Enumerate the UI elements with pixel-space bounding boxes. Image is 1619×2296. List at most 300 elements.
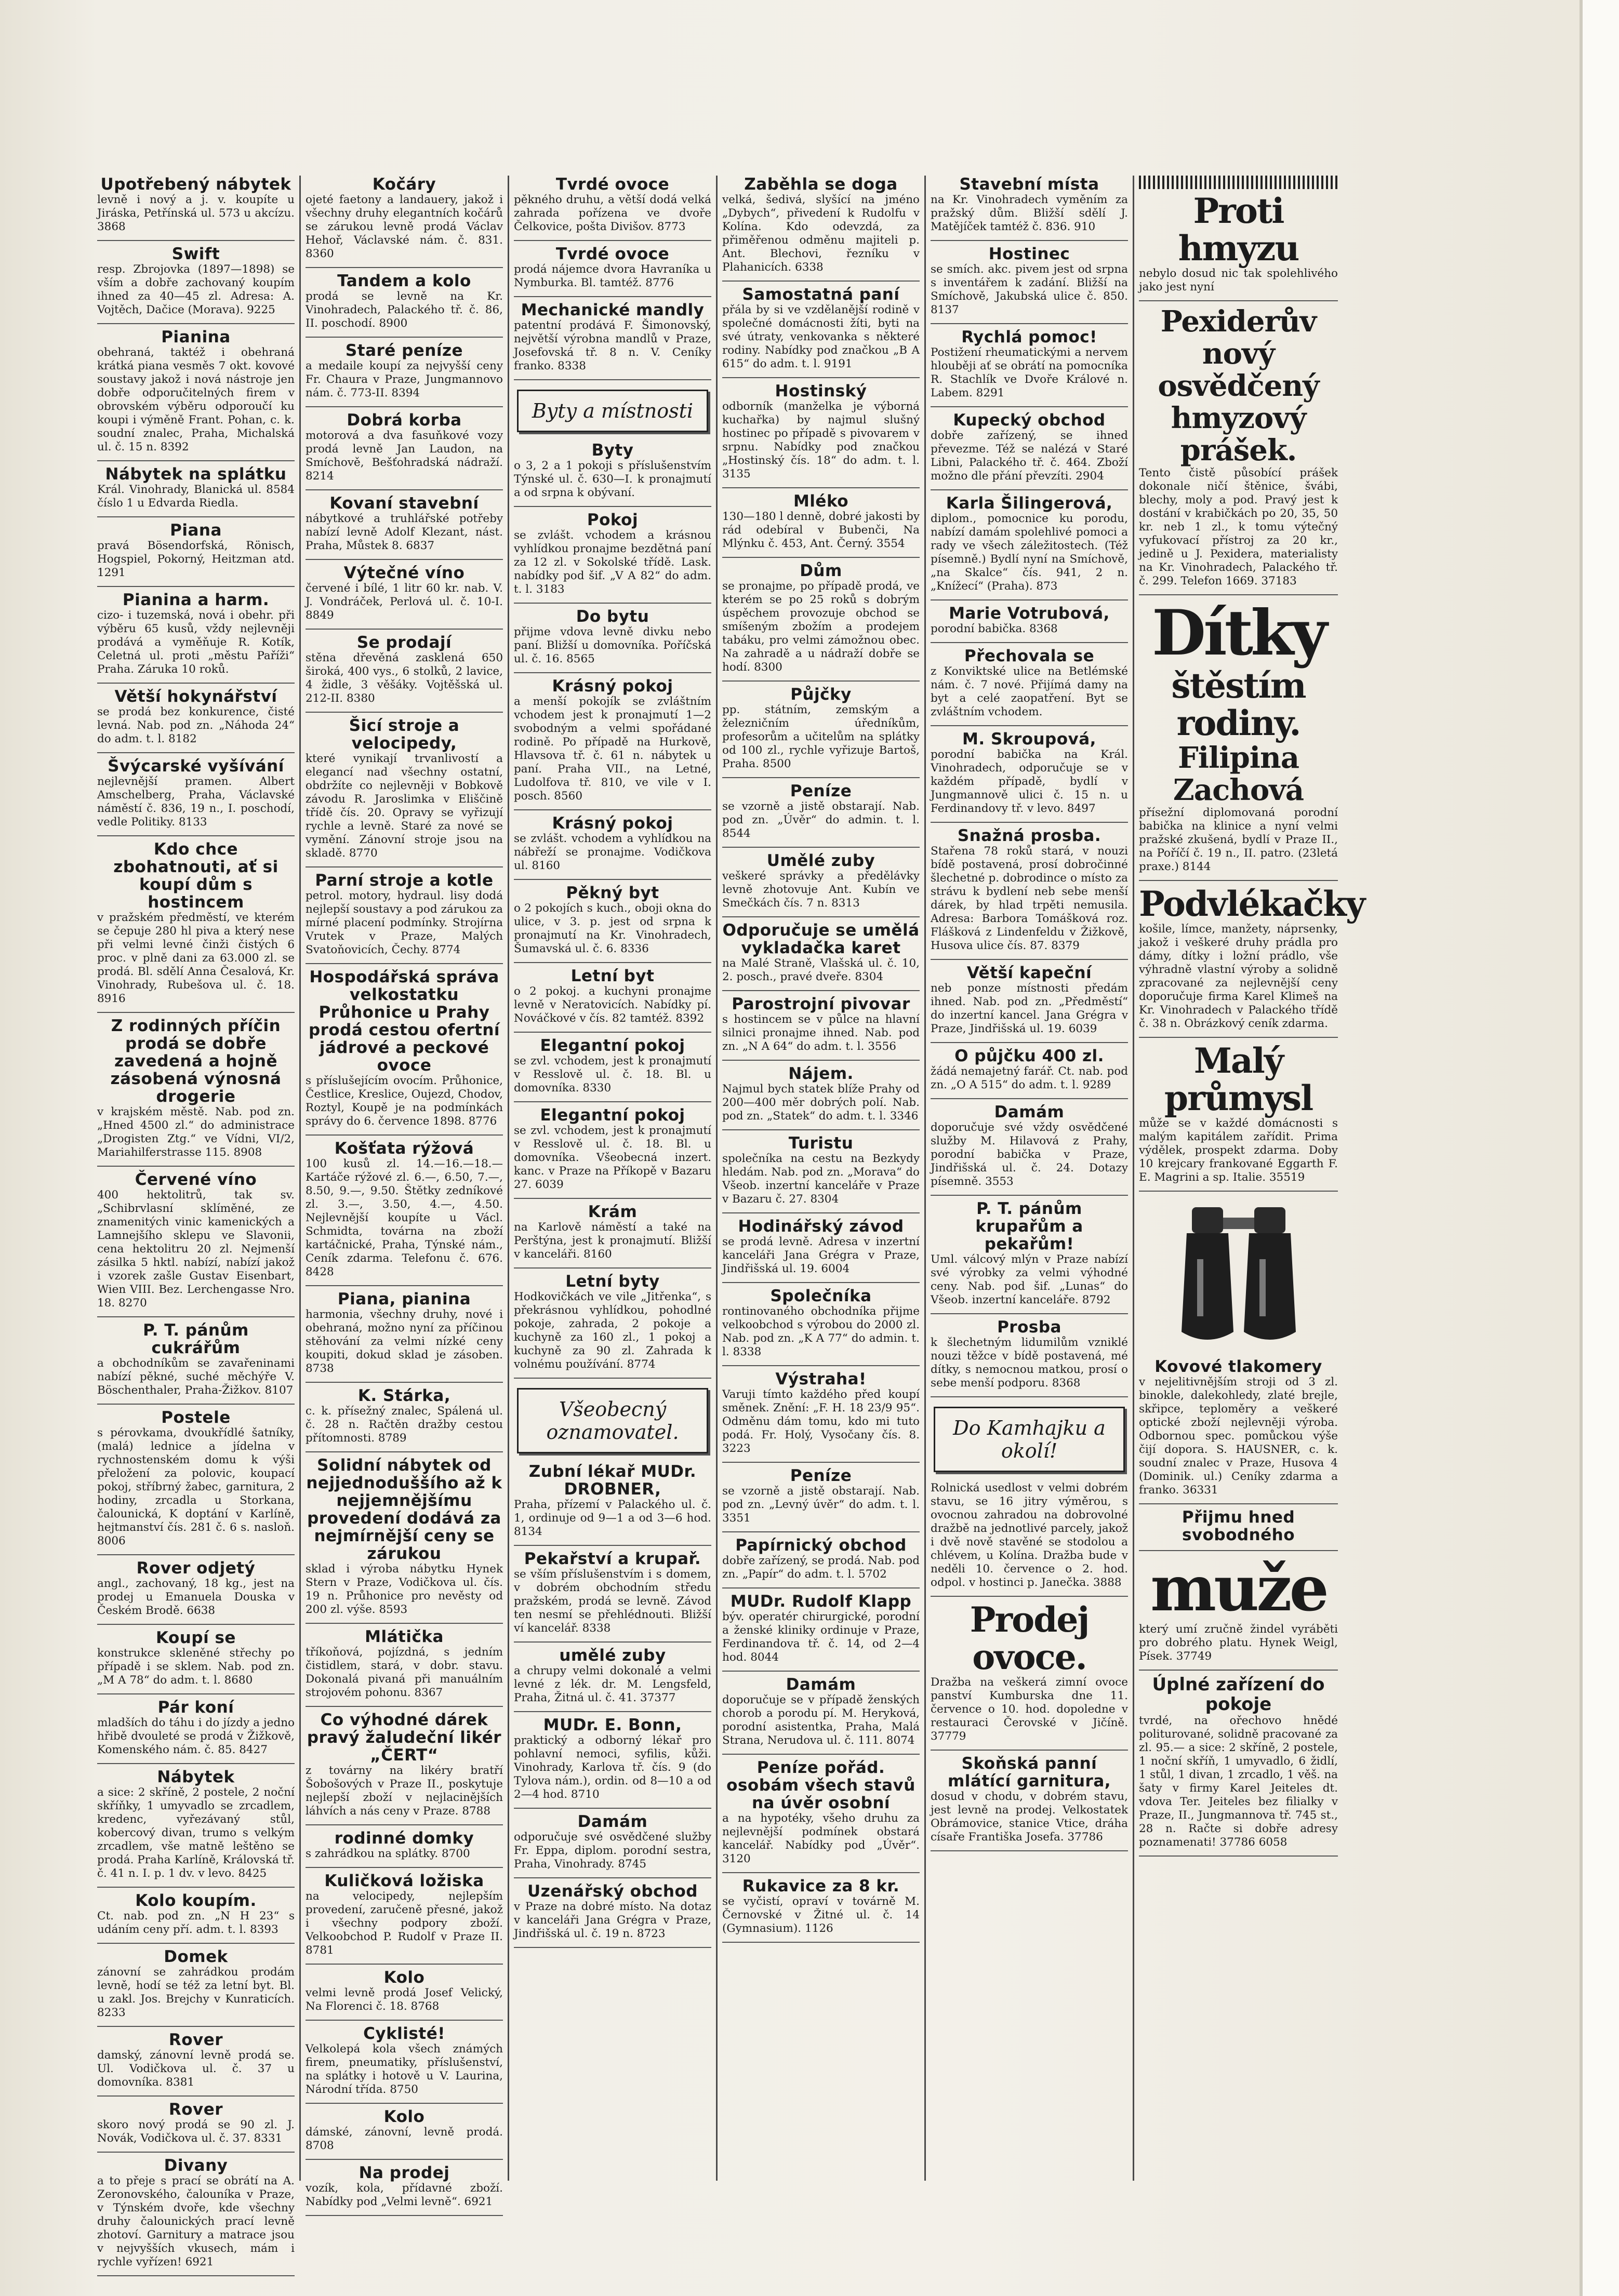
ad-divider [514, 1808, 711, 1809]
ad-body: odborník (manželka je výborná kuchařka) by najmul slušný hostinec po případě s pivovarem v srpnu. Nabídky pod značkou „Hostinský čís. 18“ do adm. t. l. 3135 [722, 400, 920, 480]
ad-divider [306, 866, 503, 867]
ad-title: Kovové tlakomery [1154, 1357, 1322, 1376]
ad-divider [514, 1947, 711, 1948]
ad-body: Praha, přízemí v Palackého ul. č. 1, ordinuje od 9—1 a od 3—6 hod. 8134 [514, 1498, 711, 1538]
ad-body: skoro nový prodá se 90 zl. J. Novák, Vodičkova ul. č. 37. 8331 [97, 2118, 295, 2145]
ad-title: Na prodej [359, 2164, 450, 2182]
classified-ad [306, 1140, 503, 1279]
ad-divider [722, 680, 920, 682]
classified-ad [1139, 923, 1338, 1031]
ad-title: Uzenářský obchod [527, 1882, 698, 1901]
ad-body: praktický a odborný lékař pro pohlavní nemoci, syfilis, kůži. Vinohrady, Karlova tř. čís. 9 (do Tylova nám.), ordin. od 8—10 a od 2—4 hod. 8710 [514, 1734, 711, 1801]
classified-ad [722, 686, 920, 771]
classified-ad [514, 1813, 711, 1871]
ad-title: Marie Votrubová, [949, 604, 1110, 623]
display-heading: štěstím rodiny. [1171, 665, 1306, 743]
display-heading: Podvlékačky [1139, 884, 1365, 924]
ad-title: Kupecký obchod [953, 411, 1106, 430]
ad-body: se zvlášt. vchodem a krásnou vyhlídkou pronajme bezdětná paní za 12 zl. v Sokolské třídě. Lask. nabídky pod šif. „V A 82“ do adm. t. l. 3183 [514, 529, 711, 596]
classified-ad [97, 1321, 295, 1397]
ad-divider [306, 2159, 503, 2160]
ad-title: Kočáry [372, 175, 436, 194]
ad-title: Hospodářská správa velkostatku Průhonice u Prahy prodá cestou ofertní jádrové a peckové ovoce [308, 968, 500, 1075]
ad-divider [514, 1711, 711, 1712]
ad-divider [97, 1316, 295, 1317]
ad-body: Rolnická usedlost v velmi dobrém stavu, se 16 jitry výměrou, s ovocnou zahradou na dobrovolné dražbě na jednotlivé parcely, jakož i dvě nově stavěné se stodolou a chlévem, u Kolína. Dražba bude v neděli 10. července o 2. hod. odpol. v hostinci p. Janečka. 3888 [931, 1481, 1128, 1589]
ad-title: Kolo [383, 2107, 425, 2126]
classified-ad [931, 827, 1128, 953]
ad-body: se vzorně a jistě obstarají. Nab. pod zn. „Úvěr“ do admin. t. l. 8544 [722, 800, 920, 840]
ad-title: Odporučuje se umělá vykladačka karet [722, 921, 920, 957]
ad-title: P. T. pánům krupařům a pekařům! [975, 1199, 1083, 1253]
ad-title: Letní byty [565, 1272, 660, 1291]
ad-body: se pronajme, po případě prodá, ve kterém se po 25 roků s dobrým úspěchem provozuje obchod se smíšeným zbožím a prodejem tabáku, pro velmi zámožnou obec. Na zahradě a u nádraží dobře se hodí. 8300 [722, 580, 920, 674]
ad-divider [97, 460, 295, 461]
ad-body: na Malé Straně, Vlašská ul. č. 10, 2. posch., pravé dveře. 8304 [722, 957, 920, 983]
ad-divider [514, 296, 711, 297]
ad-title: rodinné domky [334, 1829, 474, 1848]
ad-body: levně i nový a j. v. koupíte u Jiráska, Petřínská ul. 573 u akcízu. 3868 [97, 193, 295, 233]
ad-body: Hodkovičkách ve vile „Jitřenka“, s překrásnou vyhlídkou, pohodlné pokoje, zahrada, 2 pokoje a kuchyně za 160 zl., 1 pokoj a kuchyně za 90 zl. Zahrada k volnému používání. 8774 [514, 1290, 711, 1371]
ad-body: prodá se levně na Kr. Vinohradech, Palackého tř. č. 86, II. poschodí. 8900 [306, 290, 503, 330]
ad-body: o 2 pokoj. a kuchyni pronajme levně v Neratovicích. Nabídky pí. Nováčkové v čís. 82 tamtéž. 8392 [514, 985, 711, 1025]
classified-ad [514, 1716, 711, 1801]
classified-ad [514, 245, 711, 290]
ad-divider [306, 1824, 503, 1825]
ad-divider [514, 1378, 711, 1379]
ad-body: na Karlově náměstí a také na Perštýna, jest k pronajmutí. Bližší v kanceláři. 8160 [514, 1221, 711, 1261]
classified-ad [1139, 267, 1338, 294]
ad-body: porodní babička na Král. Vinohradech, odporučuje se v každém případě, bydlí v Jungmannově ulici č. 15 n. u Ferdinandovy tř. v levo. 8497 [931, 748, 1128, 815]
classified-ad [306, 1457, 503, 1617]
ad-title: Rover odjetý [136, 1559, 256, 1578]
ad-divider [1139, 1670, 1338, 1671]
ad-title: Do bytu [576, 607, 649, 626]
classified-ad [722, 1287, 920, 1359]
column-2 [301, 175, 509, 2208]
ad-title: Skoňská panní mlátící garnitura, [947, 1754, 1111, 1791]
classified-ad [97, 245, 295, 317]
ad-title: Výstraha! [775, 1370, 867, 1389]
classified-ad [97, 1409, 295, 1548]
ad-body: přijme vdova levně divku nebo paní. Bližší u domovníka. Poříčská ul. č. 16. 8565 [514, 625, 711, 665]
classified-ad [306, 564, 503, 622]
classified-ad [514, 815, 711, 873]
ad-title: Dům [800, 562, 842, 580]
classified-ad [931, 1755, 1128, 1844]
classified-ad [306, 1290, 503, 1376]
ad-title: P. T. pánům cukrářům [143, 1321, 249, 1357]
ad-divider [306, 489, 503, 490]
ad-body: v nejelitivnějším stroji od 3 zl. binokle, dalekohledy, zlaté brejle, skřipce, teploměry a veškeré optické zboží nejlevněji výroba. Odbornou spec. pomůckou výše čijí dopora. S. HAUSNER, c. k. soudní znalec v Praze, Husova 4 (Dominik. ul.) Ceníky zdarma a franko. 36331 [1139, 1376, 1338, 1497]
ad-title: Se prodají [356, 633, 452, 652]
ad-divider [514, 506, 711, 507]
classified-ad [931, 328, 1128, 400]
ad-divider [514, 879, 711, 880]
ad-body: košile, límce, manžety, náprsenky, jakož i veškeré druhy prádla pro dámy, dítky i ložní prádlo, vše výhradně vlastní výroby a solidně zpracované za nejlevnější ceny doporučuje firma Karel Klimeš na Kr. Vinohradech v Palackého třídě č. 38 n. Obrázkový ceník zdarma. [1139, 923, 1338, 1030]
classified-ad [97, 757, 295, 829]
ad-divider [722, 1462, 920, 1463]
ad-title: Byty [591, 441, 634, 460]
ad-divider [97, 2275, 295, 2276]
ad-divider [931, 1042, 1128, 1043]
classified-ad [306, 2164, 503, 2209]
binoculars-icon [1171, 1197, 1306, 1353]
ad-title: Piana [170, 521, 222, 540]
ad-divider [306, 712, 503, 713]
classified-ad [931, 647, 1128, 719]
ad-body: Velkolepá kola všech známých firem, pneumatiky, příslušenství, na splátky i hotově u V. Laurina, Národní třída. 8750 [306, 2043, 503, 2096]
ad-body: konstrukce skleněné střechy po případě i se sklem. Nab. pod zn. „M A 78“ do adm. t. l. 8680 [97, 1647, 295, 1687]
ad-divider [514, 672, 711, 673]
section-heading: Do Kamhajku a okolí! [934, 1407, 1125, 1472]
ad-body: Postižení rheumatickými a nervem hlouběji ať se obrátí na pomocníka R. Stachlík ve Dvoře Králové n. Labem. 8291 [931, 346, 1128, 399]
ad-body: Dražba na veškerá zimní ovoce panství Kumburska dne 11. července o 10. hod. dopoledne v restauraci Čerovské v Jičíně. 37779 [931, 1676, 1128, 1743]
ad-body: z Konviktské ulice na Betlémské nám. č. 7 nové. Přijímá damy na byt a celé zaopatření. Byt se zvláštním vchodem. [931, 665, 1128, 718]
ad-body: se vzorně a jistě obstarají. Nab. pod zn. „Levný úvěr“ do adm. t. l. 3351 [722, 1485, 920, 1525]
display-heading: Dítky [1152, 596, 1325, 670]
classified-ad [722, 1467, 920, 1525]
classified-ad [97, 2101, 295, 2145]
ad-title: Parní stroje a kotle [315, 871, 494, 890]
ad-divider [97, 2026, 295, 2027]
ad-title: Mlátička [365, 1627, 444, 1646]
column-4 [718, 176, 926, 2181]
ad-body: a sice: 2 skříně, 2 postele, 2 noční skříňky, 1 umyvadlo se zrcadlem, kredenc, vyřezávaný stůl, kobercový divan, trumo s velkým zrcadlem, vše matně leštěno se prodá. Praha Karlíně, Královská tř. č. 41 n. I. p. 1 dv. v levo. 8425 [97, 1786, 295, 1880]
classified-ad [722, 852, 920, 910]
classified-ad [1139, 1714, 1338, 1849]
ad-divider [931, 406, 1128, 407]
ad-body: pp. státním, zemským a železničním úředníkům, profesorům a učitelům na splátky od 100 zl., rychle vyřizuje Bartoš, Praha. 8500 [722, 703, 920, 770]
ad-title: Hodinářský závod [738, 1217, 904, 1236]
ad-title: Divany [164, 2156, 228, 2175]
ad-body: neb ponze místnosti předám ihned. Nab. pod zn. „Předměstí“ do inzertní kancel. Jana Grégra v Praze, Jindřišská ul. 19. 6039 [931, 982, 1128, 1035]
classified-ad [306, 1387, 503, 1445]
ad-body: se zvl. vchodem, jest k pronajmutí v Resslově ul. č. 18. Bl. u domovníka. Všeobecná inzert. kanc. v Praze na Příkopě v Bazaru 27. 6039 [514, 1124, 711, 1191]
classified-ad [514, 608, 711, 666]
ad-body: mladších do táhu i do jízdy a jedno hřibě dvouleté se prodá v Žižkově, Komenského nám. č. 85. 8427 [97, 1716, 295, 1756]
ad-divider [931, 599, 1128, 600]
ad-divider [931, 1596, 1128, 1597]
classified-ad [931, 1047, 1128, 1092]
ad-divider [931, 240, 1128, 241]
ad-title: Damám [786, 1675, 856, 1694]
ad-body: o 2 pokojích s kuch., oboji okna do ulice, v 3. p. jest od srpna k pronajmutí na Kr. Vinohradech, Šumavská ul. č. 6. 8336 [514, 902, 711, 955]
classified-ad [1139, 466, 1338, 588]
ad-title: Elegantní pokoj [540, 1036, 685, 1055]
ad-divider [306, 629, 503, 630]
ad-body: petrol. motory, hydraul. lisy dodá nejlepší soustavy a pod zárukou za mírné placení podmínky. Strojírna Vrutek v Praze, Malých Svatoňovicích, Čechy. 8774 [306, 889, 503, 956]
classified-ad [306, 1969, 503, 2013]
ad-body: damský, zánovní levně prodá se. Ul. Vodičkova ul. č. 37 u domovníka. 8381 [97, 2049, 295, 2089]
classified-ad [97, 840, 295, 1006]
ad-title: Krám [588, 1203, 638, 1221]
ad-divider [931, 1396, 1128, 1397]
ad-title: Snažná prosba. [957, 826, 1102, 845]
classified-ad [97, 1699, 295, 1757]
ad-body: cizo- i tuzemská, nová i obehr. při výběru 65 kusů, vždy nejlevněji prodává a vyměňuje R. Kotík, Celetná ul. proti „městu Paříži“ Praha. Záruka 10 roků. [97, 609, 295, 676]
ad-body: se zvlášt. vchodem a vyhlídkou na nábřeží se pronajme. Vodičkova ul. 8160 [514, 832, 711, 872]
ad-divider [1139, 1550, 1338, 1551]
ad-divider [514, 1032, 711, 1033]
ad-body: tříkoňová, pojízdná, s jedním čistidlem, stará, v dobr. stavu. Dokonalá pivaná při manuálním strojovém pohonu. 8367 [306, 1646, 503, 1699]
ad-body: pěkného druhu, a větší dodá velká zahrada pořízena ve dvoře Čelkovice, pošta Divišov. 8773 [514, 193, 711, 233]
ad-divider [514, 379, 711, 380]
ad-title: Krásný pokoj [552, 814, 673, 833]
ad-body: společníka na cestu na Bezkydy hledám. Nab. pod zn. „Morava“ do Všeob. inzertní kanceláře v Praze v Bazaru č. 27. 8304 [722, 1152, 920, 1206]
ad-divider [97, 1943, 295, 1944]
ad-divider [931, 1850, 1128, 1851]
ad-divider [97, 1887, 295, 1888]
ad-divider [306, 963, 503, 964]
ad-title: Kolo [383, 1968, 425, 1987]
ad-title: Rover [168, 2031, 223, 2049]
ad-title: K. Stárka, [357, 1386, 451, 1405]
classified-ad [97, 176, 295, 234]
ad-title: Nábytek na splátku [105, 465, 287, 484]
classified-ad [97, 2157, 295, 2269]
display-heading: Prodej ovoce. [970, 1599, 1089, 1677]
ad-title: Peníze [790, 782, 852, 800]
ad-body: na Kr. Vinohradech vyměním za pražský dům. Bližší sdělí J. Matějíček tamtéž č. 836. 910 [931, 193, 1128, 233]
ad-divider [306, 2215, 503, 2216]
ad-body: Tento čistě působící prášek dokonale ničí štěnice, švábi, blechy, moly a pod. Pravý jest k dostání v krabičkách po 20, 35, 50 kr. neb 1 zl., k tomu výtečný vyfukovací přístroj za 20 kr., jedině u J. Pexidera, materialisty na Kr. Vinohradech, Palackého tř. č. 299. Telefon 1669. 37183 [1139, 466, 1338, 588]
ad-title: Papírnický obchod [735, 1536, 907, 1555]
display-heading: Pexiderův nový osvědčený hmyzový prášek. [1158, 304, 1319, 468]
classified-ad [514, 301, 711, 373]
ad-title: Damám [994, 1103, 1065, 1122]
ad-divider [97, 2152, 295, 2153]
ad-body: býv. operatér chirurgické, porodní a ženské kliniky ordinuje v Praze, Ferdinandova tř. č. 14, od 2—4 hod. 8044 [722, 1610, 920, 1664]
classified-columns [92, 175, 1552, 2268]
ad-title: M. Skroupová, [962, 730, 1096, 749]
ad-body: stěna dřevěná zasklená 650 široká, 400 vys., 6 stolků, 2 lavice, 4 židle, 3 věšáky. Vojtěšská ul. 212-II. 8380 [306, 651, 503, 705]
ad-divider [97, 1554, 295, 1555]
ad-title: Peníze pořád. osobám všech stavů na úvěr osobní [726, 1758, 915, 1812]
ad-title: Prosba [997, 1318, 1061, 1337]
classified-ad [97, 328, 295, 454]
classified-ad [306, 176, 503, 261]
ad-divider [722, 1942, 920, 1943]
ad-title: Kovaní stavební [329, 494, 479, 513]
ad-body: přísežní diplomovaná porodní babička na klinice a nyní velmi pražské zkušená, bydlí v Praze II., na Poříčí č. 19 n., II. patro. (23letá praxe.) 8144 [1139, 806, 1338, 873]
classified-ad [931, 176, 1128, 234]
ad-divider [306, 1706, 503, 1707]
ad-title: Společníka [770, 1287, 872, 1305]
ad-body: dámské, zánovní, levně prodá. 8708 [306, 2126, 503, 2152]
ad-body: sklad i výroba nábytku Hynek Stern v Praze, Vodičkova ul. čís. 19 n. Průhonice pro nevěsty od 200 zl. výše. 8593 [306, 1563, 503, 1616]
ad-title: Větší hokynářství [114, 687, 277, 706]
ad-body: s pérovkama, dvoukřídlé šatníky, (malá) lednice a jídelna v rychnostenském domu k výši přeložení za polovic, koupací pokoj, stříbrný žabec, garnitura, 2 hodiny, zrcadla u Storkana, čalounická, K doptání v Karlíně, hejtmanství čís. 281 č. 6 s. nasloň. 8006 [97, 1426, 295, 1547]
ad-divider [722, 281, 920, 282]
ad-body: 130—180 l denně, dobré jakosti by rád odebíral v Bubenči, Na Mlýnku č. 453, Ant. Černý. 3554 [722, 510, 920, 550]
ad-body: může se v každé domácnosti s malým kapitálem zařídit. Prima výdělek, prospekt zdarma. Doby 10 krejcary frankované Eggarth F. E. Magrini a sp. Italie. 35519 [1139, 1117, 1338, 1184]
ad-title: Červené víno [135, 1170, 257, 1189]
ad-body: pravá Bösendorfská, Rönisch, Hogspiel, Pokorný, Heitzman atd. 1291 [97, 539, 295, 579]
ad-body: nejlevnější pramen. Albert Amschelberg, Praha, Václavské náměstí č. 836, 19 n., I. poschodí, vedle Politiky. 8133 [97, 775, 295, 829]
ad-title: Pekařství a krupař. [524, 1550, 701, 1568]
classified-ad [306, 634, 503, 705]
classified-ad [931, 730, 1128, 816]
classified-ad [514, 1273, 711, 1371]
ad-title: Piana, pianina [337, 1290, 471, 1309]
ad-body: c. k. přísežný znalec, Spálená ul. č. 28 n. Račtěn dražby cestou přítomnosti. 8789 [306, 1405, 503, 1445]
ad-divider [722, 1212, 920, 1213]
classified-ad [931, 1676, 1128, 1743]
ad-divider [306, 2020, 503, 2021]
ad-divider [306, 406, 503, 407]
ad-divider [97, 1693, 295, 1694]
column-1 [92, 175, 301, 2268]
ad-title: Pěkný byt [566, 884, 659, 902]
display-heading: Malý průmysl [1164, 1040, 1313, 1118]
ad-divider [514, 1641, 711, 1643]
classified-ad [1139, 1117, 1338, 1184]
ad-divider [306, 1867, 503, 1868]
display-heading: Proti hmyzu [1178, 191, 1299, 269]
ad-divider [722, 990, 920, 991]
ad-divider [514, 1267, 711, 1269]
ad-title: Půjčky [790, 685, 852, 704]
display-heading: muže [1150, 1552, 1326, 1625]
ad-divider [97, 683, 295, 684]
classified-ad [514, 511, 711, 596]
classified-ad [931, 605, 1128, 636]
ad-body: resp. Zbrojovka (1897—1898) se vším a dobře zachovaný koupím ihned za 40—45 zl. Adresa: A. Vojtěch, Dačice (Morava). 9225 [97, 263, 295, 316]
ad-title: Kuličková ložiska [324, 1872, 484, 1890]
ad-divider [722, 1754, 920, 1755]
column-3 [509, 176, 718, 2181]
ad-divider [306, 1623, 503, 1624]
ad-body: žádá nemajetný farář. Ct. nab. pod zn. „O A 515“ do adm. t. l. 9289 [931, 1065, 1128, 1091]
ad-title: Krásný pokoj [552, 677, 673, 696]
ad-title: Koupí se [156, 1628, 236, 1647]
section-heading: Všeobecný oznamovatel. [517, 1388, 708, 1453]
ad-body: motorová a dva fasuňkové vozy prodá levně Jan Laudon, na Smíchově, Bešťohradská nádraží. 8214 [306, 429, 503, 483]
ad-title: Kdo chce zbohatnouti, ať si koupí dům s hostincem [113, 840, 278, 912]
ad-body: Stařena 78 roků stará, v nouzi bídě postavená, prosí dobročinné šlechetné p. dobrodince o místo za strávu k bydlení neb sebe menší dárek, by hlad trpěti nemusila. Adresa: Barbora Tomášková roz. Flášková z Lindenfeldu v Žižkově, Husova ulice čís. 87. 8379 [931, 845, 1128, 952]
ad-body: s zahrádkou na splátky. 8700 [306, 1847, 470, 1860]
ad-body: odporučuje své osvědčené služby Fr. Eppa, diplom. porodní sestra, Praha, Vinohrady. 8745 [514, 1831, 711, 1871]
ad-title: Švýcarské vyšívání [108, 757, 284, 776]
ad-body: na velocipedy, nejlepším provedení, zaručeně přesné, jakož i všechny podpory zboží. Velkoobchod P. Rudolf v Praze II. 8781 [306, 1890, 503, 1957]
ad-title: Výtečné víno [343, 564, 465, 582]
ad-divider [722, 1872, 920, 1873]
ad-title: Přechovala se [964, 647, 1095, 665]
classified-ad [722, 922, 920, 984]
ad-body: velmi levně prodá Josef Velický, Na Florenci č. 18. 8768 [306, 1986, 503, 2013]
display-heading: Filipina Zachová [1173, 741, 1304, 807]
classified-ad [514, 1106, 711, 1192]
ad-body: veškeré správky a předělávky levně zhotovuje Ant. Kubín ve Smečkách čís. 7 n. 8313 [722, 870, 920, 910]
ad-divider [306, 1451, 503, 1452]
classified-ad [722, 176, 920, 274]
ad-body: nebylo dosud nic tak spolehlivého jako jest nyní [1139, 267, 1338, 293]
ad-title: Parostrojní pivovar [732, 995, 910, 1013]
classified-ad [97, 522, 295, 580]
ad-divider [306, 267, 503, 268]
ad-body: Varuji tímto každého před koupí směnek. Znění: „F. H. 18 23/9 95“. Odměnu dám tomu, kdo mi tuto podá. Fr. Holý, Vysočany čís. 8. 3223 [722, 1388, 920, 1455]
ad-body: doporučuje se v případě ženských chorob a porodu pí. M. Heryková, porodní asistentka, Praha, Malá Strana, Nerudova ul. č. 111. 8074 [722, 1693, 920, 1747]
ad-title: Letní byt [570, 967, 655, 985]
ad-body: obehraná, taktéž i obehraná krátká piana vesměs 7 okt. kovové soustavy jakož i nová nástroje jen dobře odporučitelných firem v obrovském výběru odporoučí ku koupi i výměně Frant. Pohan, c. k. soudní znalec, Praha, Michalská ul. č. 15 n. 8392 [97, 346, 295, 453]
classified-ad [514, 1463, 711, 1539]
classified-ad [306, 495, 503, 553]
ad-title: Tvrdé ovoce [555, 175, 670, 194]
page-margin [1580, 0, 1619, 2296]
ad-divider [514, 1877, 711, 1878]
classified-ad [1139, 1358, 1338, 1497]
ad-divider [1139, 300, 1338, 301]
ad-title: Pár koní [157, 1698, 234, 1717]
classified-ad [931, 1200, 1128, 1307]
ad-title: umělé zuby [559, 1646, 666, 1665]
ad-body: o 3, 2 a 1 pokoji s příslušenstvím Týnské ul. č. 630—I. k pronajmutí a od srpna k obývaní. [514, 459, 711, 499]
ad-title: Samostatná paní [742, 285, 900, 304]
ad-title: Hostinský [775, 382, 867, 401]
ad-body: se smích. akc. pivem jest od srpna s inventářem k zadání. Bližší na Smíchově, Jakubská ulice č. 850. 8137 [931, 263, 1128, 316]
ad-divider [722, 847, 920, 848]
ad-divider [722, 1060, 920, 1061]
classified-ad [97, 2031, 295, 2089]
classified-ad [722, 1676, 920, 1747]
classified-ad [306, 1711, 503, 1818]
ad-body: Uml. válcový mlýn v Praze nabízí své výrobky za velmi výhodné ceny. Nab. pod šif. „Lunas“ do Všeob. inzertní kanceláře. 8792 [931, 1253, 1128, 1306]
classified-ad [722, 1537, 920, 1581]
ad-divider [306, 1382, 503, 1383]
classified-ad [514, 176, 711, 234]
ad-divider [722, 1587, 920, 1588]
classified-ad [722, 382, 920, 481]
ad-divider [722, 1282, 920, 1283]
ad-divider [722, 1129, 920, 1130]
classified-ad [722, 782, 920, 840]
classified-ad [514, 967, 711, 1025]
ad-body: harmonia, všechny druhy, nové i obehraná, možno nyní za příčinou stěhování za velmi nízké ceny koupiti, dokud sklad je zásoben. 8738 [306, 1308, 503, 1375]
ad-divider [722, 1671, 920, 1672]
ad-body: a medaile koupí za nejvyšší ceny Fr. Chaura v Praze, Jungmannovo nám. č. 773-II. 8394 [306, 359, 503, 399]
classified-ad [514, 884, 711, 956]
ad-title: Větší kapeční [966, 964, 1092, 982]
ad-divider [931, 1313, 1128, 1314]
ad-divider [97, 1166, 295, 1167]
ad-divider [514, 962, 711, 963]
ad-title: Co výhodné dárek pravý žaludeční likér „ČERT“ [307, 1711, 502, 1765]
ad-body: Ct. nab. pod zn. „N H 23“ s udáním ceny pří. adm. t. l. 8393 [97, 1910, 295, 1936]
ad-divider [514, 1101, 711, 1102]
ad-title: Elegantní pokoj [540, 1106, 685, 1125]
ad-divider [97, 323, 295, 324]
ad-body: který umí zručně žindel vyráběti pro dobrého platu. Hynek Weigl, Písek. 37749 [1139, 1623, 1338, 1663]
ad-body: 100 kusů zl. 14.—16.—18.— Kartáče rýžové zl. 6.—, 6.50, 7.—, 8.50, 9.—, 9.50. Štětky zedníkové zl. 3.—, 3.50, 4.—, 4.50. Nejlevnější koupíte u Václ. Schmidta, továrna na zboží kartáčnické, Praha, Týnské nám., Ceník zdarma. Telefonu č. 676. 8428 [306, 1157, 503, 1278]
ad-body: diplom., pomocnice ku porodu, nabízí damám spolehlivé pomoci a rady ve všech záležitostech. (Též písemně.) Bydlí nyní na Smíchově, „na Skalce“ čís. 941, 2 n. „Knížecí“ (Praha). 873 [931, 512, 1128, 593]
ad-body: se vším příslušenstvím i s domem, v dobrém obchodním středu pražském, prodá se levně. Závod ten nesmí se přehlédnouti. Bližší ví kancelář. 8338 [514, 1568, 711, 1635]
ad-body: červené i bílé, 1 litr 60 kr. nab. V. J. Vondráček, Perlová ul. č. 10-I. 8849 [306, 582, 503, 622]
ad-divider [97, 586, 295, 587]
ad-title: Zaběhla se doga [744, 175, 898, 194]
ad-title: Stavební místa [959, 175, 1099, 194]
ad-body: rontinovaného obchodníka přijme velkoobchod s výrobou do 2000 zl. Nab. pod zn. „K A 77“ do admin. t. l. 8338 [722, 1305, 920, 1358]
ad-title: Pianina a harm. [122, 591, 270, 609]
ad-divider [514, 240, 711, 241]
ad-title: Umělé zuby [766, 851, 875, 870]
classified-ad [722, 1759, 920, 1866]
ad-body: se prodá levně. Adresa v inzertní kanceláři Jana Grégra v Praze, Jindřišská ul. 19. 6004 [722, 1235, 920, 1275]
classified-ad [97, 1892, 295, 1937]
classified-ad [306, 1872, 503, 1957]
ad-title: Z rodinných příčin prodá se dobře zavedená a hojně zásobená výnosná drogerie [110, 1017, 282, 1106]
ad-title: Kolo koupím. [135, 1891, 257, 1910]
